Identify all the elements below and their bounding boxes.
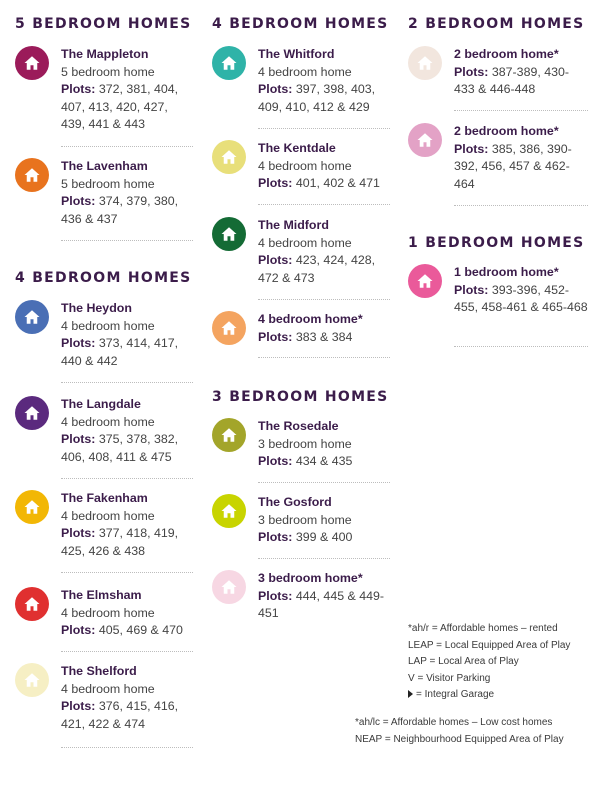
house-icon (15, 158, 49, 192)
home-plots: Plots: 387-389, 430-433 & 446-448 (454, 64, 570, 96)
house-icon (212, 418, 246, 452)
home-name: 4 bedroom home* (258, 312, 363, 326)
home-plots: Plots: 373, 414, 417, 440 & 442 (61, 336, 179, 368)
home-plots: Plots: 385, 386, 390-392, 456, 457 & 462-464 (454, 141, 572, 191)
home-description: 5 bedroom home (61, 176, 155, 191)
house-icon (408, 46, 442, 80)
triangle-icon (408, 690, 413, 698)
home-plots: Plots: 405, 469 & 470 (61, 623, 183, 637)
house-icon (212, 494, 246, 528)
house-icon (212, 570, 246, 604)
home-plots: Plots: 444, 445 & 449-451 (258, 588, 385, 620)
house-icon (408, 264, 442, 298)
home-plots: Plots: 372, 381, 404, 407, 413, 420, 427, 439, 441 & 443 (61, 82, 179, 131)
legend-ahlc: *ah/lc = Affordable homes – Low cost homes (355, 717, 553, 728)
home-description: 4 bedroom home (258, 235, 352, 250)
divider (61, 382, 193, 383)
heading-1-bedroom: 1 BEDROOM HOMES (408, 235, 585, 251)
divider (454, 346, 588, 347)
home-description: 4 bedroom home (61, 318, 155, 333)
home-plots: Plots: 434 & 435 (258, 454, 353, 468)
legend-leap: LEAP = Local Equipped Area of Play (408, 639, 571, 651)
heading-3-bedroom: 3 BEDROOM HOMES (212, 389, 389, 405)
house-icon (408, 123, 442, 157)
legend-visitor-parking: V = Visitor Parking (408, 672, 491, 684)
divider (454, 205, 588, 206)
divider (258, 357, 390, 358)
divider (258, 558, 390, 559)
home-plots: Plots: 375, 378, 382, 406, 408, 411 & 475 (61, 432, 179, 464)
legend-upper (408, 621, 570, 704)
home-description: 4 bedroom home (258, 64, 352, 79)
home-plots: Plots: 393-396, 452-455, 458-461 & 465-468 (454, 282, 588, 314)
legend-integral-garage: = Integral Garage (408, 687, 570, 704)
divider (258, 299, 390, 300)
home-description: 3 bedroom home (258, 436, 352, 451)
home-plots: Plots: 377, 418, 419, 425, 426 & 438 (61, 526, 179, 558)
home-name: The Midford (258, 218, 329, 232)
home-name: 2 bedroom home* (454, 47, 559, 61)
home-name: The Shelford (61, 664, 137, 678)
home-name: The Gosford (258, 495, 332, 509)
house-icon (15, 587, 49, 621)
house-icon (15, 490, 49, 524)
legend-lower (355, 715, 564, 748)
house-icon (212, 311, 246, 345)
home-description: 4 bedroom home (61, 414, 155, 429)
home-name: The Elmsham (61, 588, 142, 602)
home-name: The Rosedale (258, 419, 339, 433)
home-name: The Langdale (61, 397, 141, 411)
heading-4-bedroom: 4 BEDROOM HOMES (15, 270, 192, 286)
home-plots: Plots: 383 & 384 (258, 329, 353, 344)
heading-5-bedroom: 5 BEDROOM HOMES (15, 16, 192, 32)
home-plots: Plots: 374, 379, 380, 436 & 437 (61, 194, 179, 226)
divider (258, 204, 390, 205)
house-icon (212, 46, 246, 80)
home-name: The Whitford (258, 47, 335, 61)
house-icon (15, 46, 49, 80)
divider (61, 572, 193, 573)
home-name: The Lavenham (61, 159, 148, 173)
divider (258, 128, 390, 129)
home-name: The Mappleton (61, 47, 149, 61)
home-name: The Heydon (61, 301, 132, 315)
home-name: 3 bedroom home* (258, 571, 363, 585)
home-name: 2 bedroom home* (454, 124, 559, 138)
divider (454, 110, 588, 111)
heading-2-bedroom: 2 BEDROOM HOMES (408, 16, 585, 32)
home-description: 5 bedroom home (61, 64, 155, 79)
home-plots: Plots: 376, 415, 416, 421, 422 & 474 (61, 699, 179, 731)
house-icon (15, 663, 49, 697)
home-description: 4 bedroom home (61, 605, 155, 620)
home-description: 4 bedroom home (61, 681, 155, 696)
home-description: 4 bedroom home (61, 508, 155, 523)
legend-ahr: *ah/r = Affordable homes – rented (408, 623, 558, 634)
divider (258, 482, 390, 483)
divider (61, 240, 193, 241)
divider (61, 747, 193, 748)
home-plots: Plots: 397, 398, 403, 409, 410, 412 & 429 (258, 82, 376, 114)
divider (61, 651, 193, 652)
legend-lap: LAP = Local Area of Play (408, 656, 519, 667)
house-icon (212, 140, 246, 174)
home-description: 4 bedroom home (258, 158, 352, 173)
home-name: The Kentdale (258, 141, 336, 155)
house-icon (15, 396, 49, 430)
heading-4-bedroom: 4 BEDROOM HOMES (212, 16, 389, 32)
house-icon (212, 217, 246, 251)
home-name: The Fakenham (61, 491, 148, 505)
home-plots: Plots: 423, 424, 428, 472 & 473 (258, 253, 376, 285)
legend-neap: NEAP = Neighbourhood Equipped Area of Play (355, 733, 564, 745)
home-description: 3 bedroom home (258, 512, 352, 527)
divider (61, 478, 193, 479)
divider (61, 146, 193, 147)
house-icon (15, 300, 49, 334)
home-plots: Plots: 401, 402 & 471 (258, 176, 380, 190)
home-name: 1 bedroom home* (454, 265, 559, 279)
home-plots: Plots: 399 & 400 (258, 530, 353, 544)
